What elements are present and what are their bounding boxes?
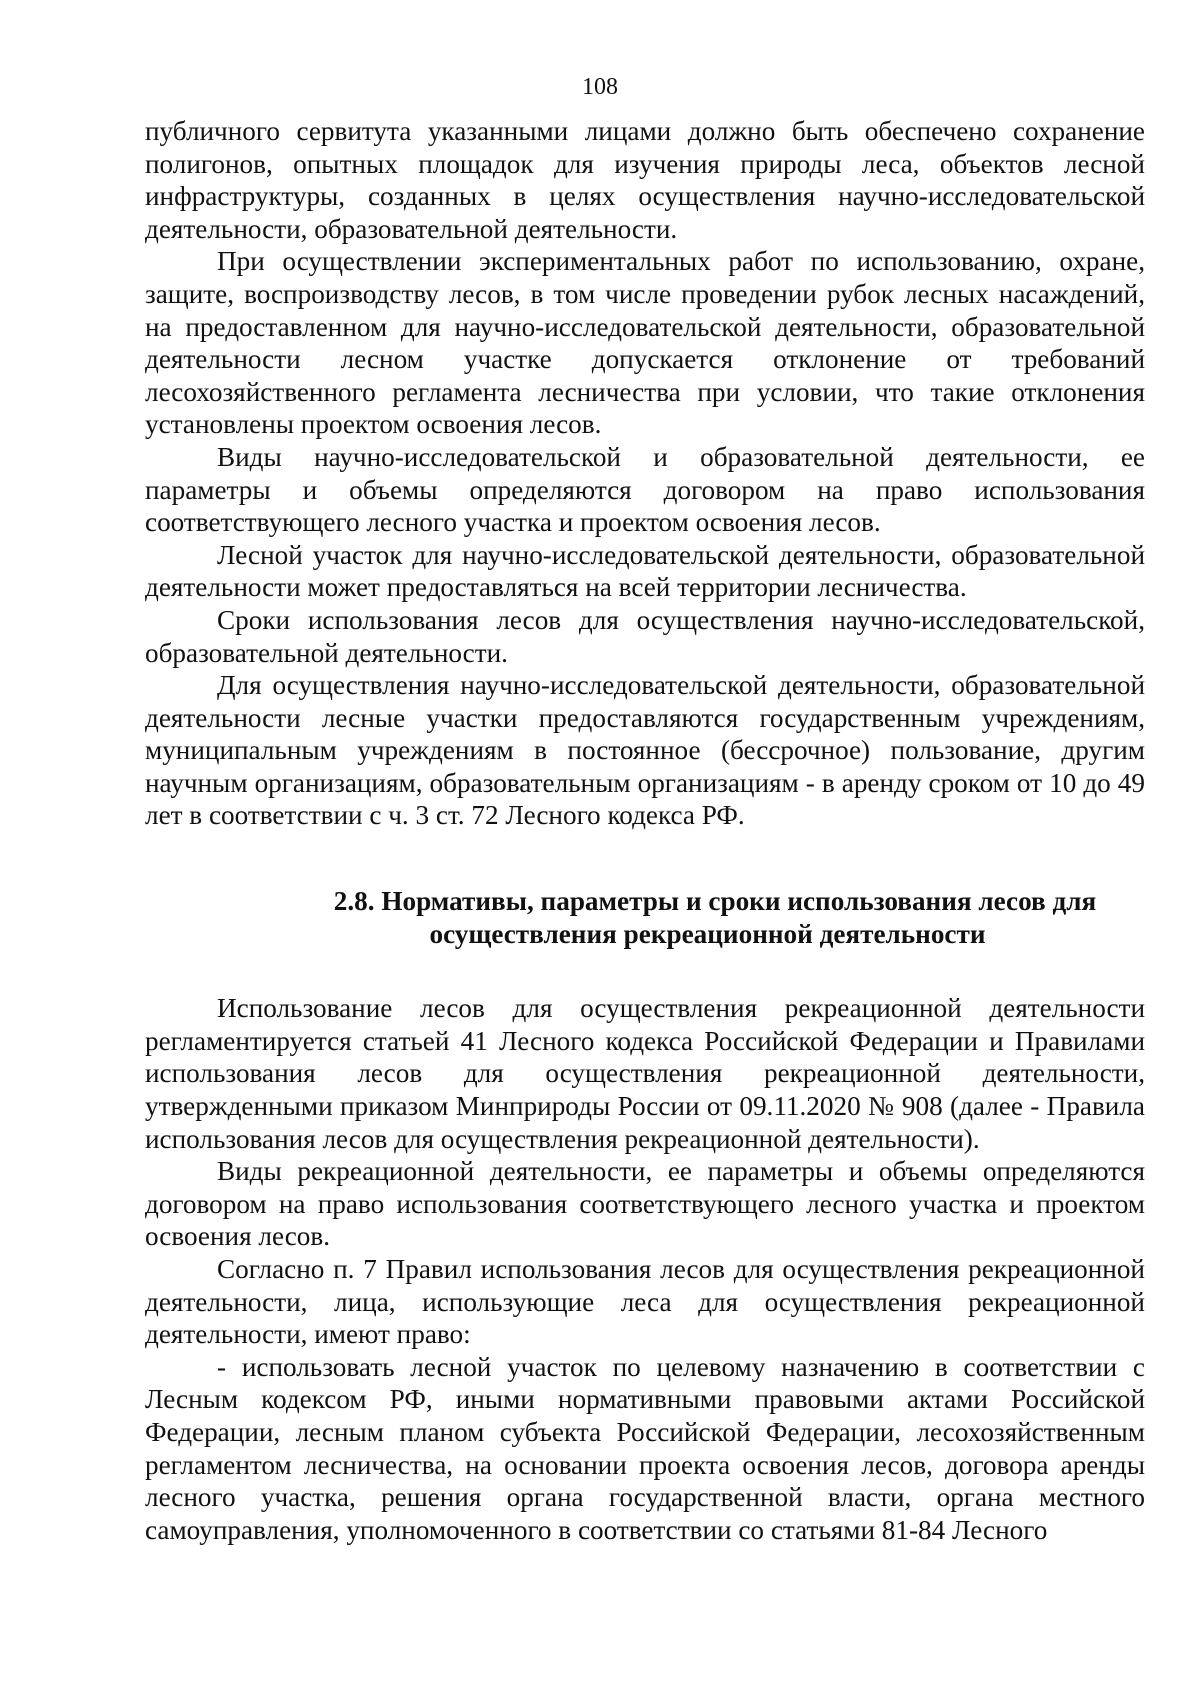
section-heading-line: 2.8. Нормативы, параметры и сроки использования лесов для xyxy=(333,886,1097,917)
paragraph: Согласно п. 7 Правил использования лесов для осуществления рекреационной деятельности, лица, использующие леса для осуществления рекреационной деятельности, имеют право: xyxy=(145,1254,1145,1350)
section-heading-line: осуществления рекреационной деятельности xyxy=(429,918,986,949)
section-heading xyxy=(145,885,1145,950)
paragraph: Для осуществления научно-исследовательской деятельности, образовательной деятельности лесные участки предоставляются государственным учреждениям, муниципальным учреждениям в постоянное (бессрочное) пользование, другим научным организациям, образовательным организациям - в аренду сроком от 10 до 49 лет в соответствии с ч. 3 ст. 72 Лесного кодекса РФ. xyxy=(145,670,1145,831)
paragraph: Лесной участок для научно-исследовательской деятельности, образовательной деятельности может предоставляться на всей территории лесничества. xyxy=(145,539,1145,603)
paragraph: Сроки использования лесов для осуществления научно-исследовательской, образовательной деятельности. xyxy=(145,604,1145,668)
paragraph: публичного сервитута указанными лицами должно быть обеспечено сохранение полигонов, опытных площадок для изучения природы леса, объектов лесной инфраструктуры, созданных в целях осуществления научно-исследовательской деятельности, образовательной деятельности. xyxy=(145,116,1145,244)
list-item-paragraph: - использовать лесной участок по целевому назначению в соответствии с Лесным кодексом РФ, иными нормативными правовыми актами Российской Федерации, лесным планом субъекта Российской Федерации, лесохозяйственным регламентом лесничества, на основании проекта освоения лесов, договора аренды лесного участка, решения органа государственной власти, органа местного самоуправления, уполномоченного в соответствии со статьями 81-84 Лесного xyxy=(145,1351,1145,1545)
paragraph: Использование лесов для осуществления рекреационной деятельности регламентируется статьей 41 Лесного кодекса Российской Федерации и Правилами использования лесов для осуществления рекреационной деятельности, утвержденными приказом Минприроды России от 09.11.2020 № 908 (далее - Правила использования лесов для осуществления рекреационной деятельности). xyxy=(145,993,1145,1154)
document-body xyxy=(145,115,1145,1546)
page-number: 108 xyxy=(582,74,618,100)
paragraph: Виды рекреационной деятельности, ее параметры и объемы определяются договором на право использования соответствующего лесного участка и проектом освоения лесов. xyxy=(145,1156,1145,1252)
paragraph: При осуществлении экспериментальных работ по использованию, охране, защите, воспроизводству лесов, в том числе проведении рубок лесных насаждений, на предоставленном для научно-исследовательской деятельности, образовательной деятельности лесном участке допускается отклонение от требований лесохозяйственного регламента лесничества при условии, что такие отклонения установлены проектом освоения лесов. xyxy=(145,246,1145,440)
paragraph: Виды научно-исследовательской и образовательной деятельности, ее параметры и объемы определяются договором на право использования соответствующего лесного участка и проектом освоения лесов. xyxy=(145,441,1145,538)
